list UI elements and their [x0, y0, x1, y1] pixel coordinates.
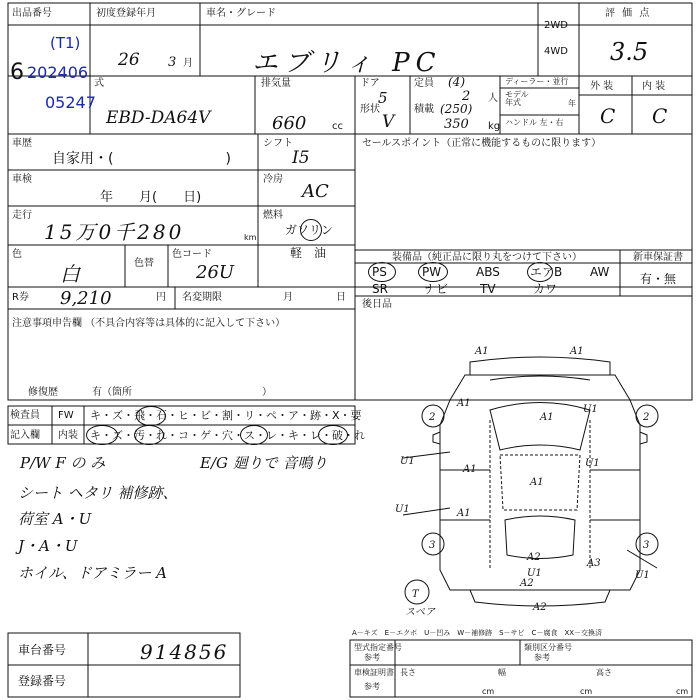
fw-label: FW: [58, 410, 74, 421]
entry-label: 記入欄: [10, 430, 40, 441]
color-value: 白: [60, 262, 80, 286]
load-value: (250): [440, 102, 473, 116]
exterior-grade: C: [600, 104, 616, 128]
shift-label: シフト: [263, 138, 293, 149]
recycle-value: 9,210: [60, 288, 112, 309]
load-label: 積載: [414, 104, 434, 115]
fuel-option-gasoline: ガソリン: [285, 223, 334, 237]
exterior-label: 外 装: [590, 81, 614, 92]
windshield: [490, 403, 590, 451]
mark-rear-lower: A2: [520, 578, 534, 589]
score-label: 評 価 点: [605, 8, 652, 19]
first-reg-label: 初度登録年月: [96, 8, 156, 19]
name-change-label: 名変期限: [182, 292, 222, 303]
recycle-label: R券: [12, 292, 29, 303]
mark-left-door-dent: U1: [400, 456, 415, 467]
lot-number: 6: [10, 60, 24, 85]
inspection-value: 年 月( 日): [100, 190, 202, 205]
equipment-pw: PW: [422, 265, 442, 279]
door-value: 5: [378, 89, 388, 107]
mark-right-front-dent: U1: [583, 404, 598, 415]
displacement-unit: cc: [332, 121, 343, 132]
capacity-unit: 人: [488, 93, 498, 104]
shift-value: I5: [292, 148, 310, 168]
first-reg-value: 26: [118, 50, 140, 70]
model-year-label: モデル 年式: [505, 90, 529, 108]
load-value2: 350: [444, 117, 469, 132]
first-reg-month: 3: [168, 55, 177, 70]
mileage-unit: km: [244, 233, 257, 242]
mark-left-rear-dent: U1: [395, 504, 410, 515]
equipment-navi: ナビ: [424, 282, 449, 296]
note-line-5: ホイル、ドアミラー A: [18, 564, 167, 582]
equipment-abs: ABS: [476, 265, 500, 279]
fuel-selected-circle: [300, 219, 322, 241]
capacity-label: 定員: [414, 78, 434, 89]
length-unit: cm: [482, 687, 495, 696]
mark-right-rear-dent: U1: [635, 570, 650, 581]
mark-rear-window: A2: [527, 552, 541, 563]
dealer-label: ディーラー・並行: [505, 77, 569, 86]
stamp-line1: 202406: [27, 63, 89, 82]
equipment-airbag: エアB: [530, 265, 563, 279]
equipment-pw-circle: [418, 262, 448, 282]
width-label: 幅: [498, 668, 506, 677]
vin-value: 914856: [140, 640, 229, 664]
fuel-option-diesel: 軽 油: [290, 246, 327, 260]
note-line-1: P/W F の み: [20, 454, 106, 472]
front-bumper: [470, 357, 610, 375]
load-unit: kg: [488, 121, 501, 132]
mark-front-right: A1: [570, 346, 584, 357]
equipment-aw: AW: [590, 265, 610, 279]
capacity-value: (4): [448, 75, 465, 89]
equipment-label: 装備品（純正品に限り丸をつけて下さい）: [392, 252, 582, 263]
color-code-value: 26U: [196, 262, 235, 283]
warranty-label: 新車保証書: [633, 252, 683, 263]
type-cert-ref: 参考: [364, 653, 380, 662]
mark-right-rear: A3: [587, 558, 601, 569]
spare-mark: T: [412, 589, 419, 600]
inspection-label: 車検: [12, 174, 32, 185]
mark-left-rear: A1: [457, 508, 471, 519]
width-unit: cm: [580, 687, 593, 696]
t-code: (T1): [50, 34, 81, 52]
fuel-label: 燃料: [263, 210, 283, 221]
note-line-3: 荷室 A・U: [18, 510, 92, 528]
inspector-label: 検査員: [10, 410, 40, 421]
caution-label: 注意事項申告欄 （不具合内容等は具体的に記入して下さい）: [12, 318, 286, 329]
type-cert-label: 型式指定番号: [354, 643, 402, 652]
interior-items: キ・ズ・汚・れ・コ・ゲ・穴・ス・レ・キ・レ・破・れ: [90, 429, 365, 442]
equipment-airbag-circle: [527, 262, 553, 282]
wheel-score-rl: 3: [429, 540, 436, 551]
length-label: 長さ: [400, 668, 416, 677]
drive-4wd: 4WD: [544, 46, 568, 57]
mark-front-left: A1: [475, 346, 489, 357]
repair-value: 有（箇所 ）: [92, 387, 272, 398]
mark-rear-bumper: A2: [533, 602, 547, 613]
ac-value: AC: [302, 181, 329, 202]
spare-label: スペア: [405, 607, 435, 618]
lot-label: 出品番号: [12, 8, 52, 19]
note-right: E/G 廻りで 音鳴り: [200, 454, 328, 472]
capacity-value2: 2: [462, 89, 471, 104]
interior-check-label: 内装: [58, 430, 78, 441]
height-unit: cm: [676, 687, 689, 696]
note-line-4: J・A・U: [18, 537, 78, 555]
recycle-unit: 円: [156, 292, 166, 303]
cert-label: 車検証明書: [354, 668, 394, 677]
equipment-ps-circle: [368, 262, 396, 282]
year-unit: 年: [568, 99, 576, 108]
interior-circle-3: [240, 425, 268, 445]
fw-selected-circle: [136, 406, 166, 426]
mark-windshield: A1: [540, 412, 554, 423]
mileage-value: 15万0千280: [44, 220, 185, 244]
name-change-month: 月: [283, 292, 293, 303]
color-code-label: 色コード: [172, 249, 212, 260]
history-value: 自家用・( ): [52, 151, 231, 167]
first-reg-month-unit: 月: [183, 58, 193, 69]
mark-rear-window-dent: U1: [527, 568, 542, 579]
mark-hood-left: A1: [457, 398, 471, 409]
model-label: 式: [94, 78, 104, 89]
ac-label: 冷房: [263, 174, 283, 185]
name-change-day: 日: [336, 292, 346, 303]
interior-circle-2: [134, 425, 164, 445]
classification-label: 類別区分番号: [524, 643, 572, 652]
interior-circle-1: [86, 425, 118, 445]
wheel-score-fl: 2: [429, 412, 436, 423]
handle-label: ハンドル 左・右: [505, 118, 564, 127]
sales-point-label: セールスポイント（正常に機能するものに限ります）: [362, 138, 602, 149]
car-damage-diagram: [395, 340, 685, 620]
equipment-leather: カワ: [533, 282, 558, 296]
displacement-value: 660: [272, 113, 307, 134]
registration-label: 登録番号: [18, 674, 67, 688]
shape-value: V: [382, 112, 395, 132]
cert-ref: 参考: [364, 682, 380, 691]
interior-grade: C: [652, 104, 668, 128]
car-name-label: 車名・グレード: [206, 8, 276, 19]
wheel-score-fr: 2: [643, 412, 650, 423]
damage-code-legend: A－キズ E－エクボ U－凹み W－補修跡 S－サビ C－腐食 XX－交換済: [352, 629, 603, 637]
interior-circle-4: [318, 425, 348, 445]
drive-2wd: 2WD: [544, 20, 568, 31]
repair-label: 修復歴: [28, 387, 58, 398]
history-label: 車歴: [12, 138, 32, 149]
car-name: エブリィ PC: [252, 48, 442, 78]
equipment-ps: PS: [372, 265, 387, 279]
wheel-score-rr: 3: [643, 540, 650, 551]
repaint-label: 色替: [134, 258, 154, 269]
score-value: 3.5: [610, 38, 649, 66]
model-code: EBD-DA64V: [106, 108, 211, 128]
door-label: ドア: [360, 78, 380, 89]
fw-items: キ・ズ・飛・石・ヒ・ビ・割・リ・ペ・ア・跡・X・要: [90, 409, 362, 422]
mileage-label: 走行: [12, 210, 32, 221]
equipment-sr: SR: [372, 282, 388, 296]
shape-label: 形状: [360, 104, 380, 115]
mark-right-door-dent: U1: [585, 458, 600, 469]
height-label: 高さ: [596, 668, 612, 677]
interior-label: 内 装: [642, 81, 666, 92]
note-line-2: シート ヘタリ 補修跡、: [18, 484, 178, 502]
equipment-tv: TV: [480, 282, 496, 296]
stamp-line2: 05247: [45, 93, 96, 112]
rear-seat-label: 後日品: [362, 299, 392, 310]
warranty-value: 有・無: [640, 272, 677, 286]
mark-roof: A1: [530, 477, 544, 488]
classification-ref: 参考: [534, 653, 550, 662]
vin-label: 車台番号: [18, 643, 67, 657]
color-label: 色: [12, 249, 22, 260]
mark-left-door: A1: [463, 464, 477, 475]
displacement-label: 排気量: [261, 78, 291, 89]
